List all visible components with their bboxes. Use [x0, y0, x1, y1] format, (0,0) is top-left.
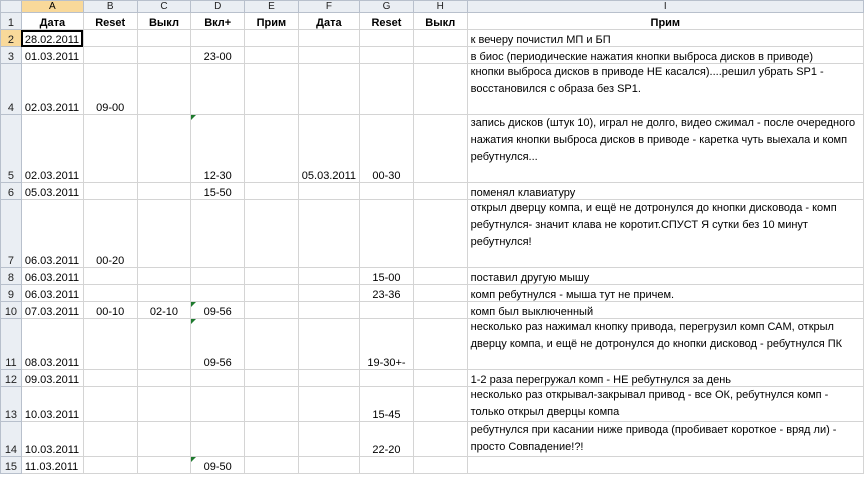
cell-note[interactable]	[245, 302, 299, 319]
cell-reset[interactable]: 00-10	[83, 302, 137, 319]
cell-comment[interactable]: к вечеру почистил МП и БП	[467, 30, 863, 47]
cell-off-2[interactable]	[413, 370, 467, 387]
table-row	[1, 200, 864, 268]
cell-off-2[interactable]	[413, 30, 467, 47]
row-header[interactable]: 4	[1, 64, 22, 115]
row-header[interactable]: 9	[1, 285, 22, 302]
column-header-e[interactable]: E	[245, 1, 299, 13]
cell-off-2[interactable]	[413, 319, 467, 370]
cell-note[interactable]	[245, 268, 299, 285]
cell-note[interactable]	[245, 422, 299, 457]
cell-off[interactable]	[137, 370, 191, 387]
cell-comment[interactable]: ребутнулся при касании ниже привода (пробивает короткое - вряд ли) - просто Совпадение!?!	[467, 422, 863, 457]
cell-date-2[interactable]	[298, 268, 359, 285]
cell-note[interactable]	[245, 457, 299, 474]
cell-on[interactable]: 15-50	[191, 183, 245, 200]
cell-reset-2[interactable]	[360, 302, 414, 319]
cell-off-2[interactable]	[413, 302, 467, 319]
cell-comment[interactable]: несколько раз открывал-закрывал привод - все ОК, ребутнулся комп - только открыл дверцы компа	[467, 387, 863, 422]
cell-off-2[interactable]	[413, 285, 467, 302]
table-row	[1, 64, 864, 115]
row-header[interactable]: 2	[1, 30, 22, 47]
cell-off[interactable]	[137, 387, 191, 422]
column-header-b[interactable]: B	[83, 1, 137, 13]
header-cell-note-2[interactable]: Прим	[467, 13, 863, 30]
header-cell-on[interactable]: Вкл+	[191, 13, 245, 30]
table-row	[1, 30, 864, 47]
cell-note[interactable]	[245, 115, 299, 183]
cell-off[interactable]	[137, 319, 191, 370]
cell-off[interactable]	[137, 47, 191, 64]
cell-reset-2[interactable]: 23-36	[360, 285, 414, 302]
cell-off-2[interactable]	[413, 457, 467, 474]
cell-date-2[interactable]	[298, 64, 359, 115]
header-cell-off[interactable]: Выкл	[137, 13, 191, 30]
column-header-a[interactable]: A	[21, 1, 83, 13]
cell-on[interactable]: 09-56	[191, 302, 245, 319]
cell-date-2[interactable]	[298, 387, 359, 422]
cell-reset-2[interactable]: 22-20	[360, 422, 414, 457]
cell-reset[interactable]	[83, 457, 137, 474]
cell-off[interactable]	[137, 183, 191, 200]
cell-date-2[interactable]	[298, 200, 359, 268]
row-header[interactable]: 15	[1, 457, 22, 474]
cell-off-2[interactable]	[413, 422, 467, 457]
cell-date[interactable]: 11.03.2011	[21, 457, 83, 474]
cell-comment[interactable]	[467, 457, 863, 474]
column-header-h[interactable]: H	[413, 1, 467, 13]
cell-date[interactable]: 05.03.2011	[21, 183, 83, 200]
cell-off-2[interactable]	[413, 183, 467, 200]
cell-date-2[interactable]	[298, 30, 359, 47]
column-header-c[interactable]: C	[137, 1, 191, 13]
cell-note[interactable]	[245, 47, 299, 64]
cell-note[interactable]	[245, 183, 299, 200]
cell-off[interactable]	[137, 115, 191, 183]
table-row	[1, 370, 864, 387]
row-header[interactable]: 11	[1, 319, 22, 370]
cell-date-2[interactable]	[298, 302, 359, 319]
cell-note[interactable]	[245, 200, 299, 268]
row-header[interactable]: 3	[1, 47, 22, 64]
cell-date[interactable]: 09.03.2011	[21, 370, 83, 387]
cell-date-2[interactable]	[298, 183, 359, 200]
cell-date-2[interactable]: 05.03.2011	[298, 115, 359, 183]
cell-reset[interactable]	[83, 319, 137, 370]
table-row	[1, 387, 864, 422]
cell-date[interactable]: 02.03.2011	[21, 64, 83, 115]
header-cell-date[interactable]: Дата	[21, 13, 83, 30]
cell-note[interactable]	[245, 370, 299, 387]
cell-comment[interactable]: несколько раз нажимал кнопку привода, перегрузил комп САМ, открыл дверцу компа, и ещё не дотронулся до кнопки дисковод - ребутнулся ПК	[467, 319, 863, 370]
column-header-g[interactable]: G	[360, 1, 414, 13]
cell-reset[interactable]	[83, 387, 137, 422]
cell-reset-2[interactable]: 19-30+-	[360, 319, 414, 370]
cell-reset-2[interactable]	[360, 64, 414, 115]
header-cell-reset[interactable]: Reset	[83, 13, 137, 30]
cell-off[interactable]	[137, 200, 191, 268]
table-row	[1, 47, 864, 64]
cell-on[interactable]: 09-56	[191, 319, 245, 370]
column-header-f[interactable]: F	[298, 1, 359, 13]
cell-date[interactable]: 06.03.2011	[21, 268, 83, 285]
cell-off[interactable]	[137, 30, 191, 47]
cell-note[interactable]	[245, 64, 299, 115]
table-row	[1, 285, 864, 302]
select-all-corner[interactable]	[1, 1, 22, 13]
cell-reset[interactable]	[83, 183, 137, 200]
cell-off-2[interactable]	[413, 200, 467, 268]
table-row	[1, 302, 864, 319]
cell-comment[interactable]: 1-2 раза перегружал комп - НЕ ребутнулся за день	[467, 370, 863, 387]
cell-date-2[interactable]	[298, 422, 359, 457]
cell-off-2[interactable]	[413, 47, 467, 64]
row-header[interactable]: 8	[1, 268, 22, 285]
cell-date[interactable]: 07.03.2011	[21, 302, 83, 319]
cell-reset[interactable]	[83, 30, 137, 47]
cell-reset[interactable]	[83, 285, 137, 302]
cell-reset[interactable]: 00-20	[83, 200, 137, 268]
row-header[interactable]: 14	[1, 422, 22, 457]
column-header-i[interactable]: I	[467, 1, 863, 13]
cell-reset-2[interactable]	[360, 370, 414, 387]
cell-on[interactable]	[191, 30, 245, 47]
table-row	[1, 422, 864, 457]
cell-on[interactable]	[191, 64, 245, 115]
cell-date[interactable]: 01.03.2011	[21, 47, 83, 64]
cell-off[interactable]: 02-10	[137, 302, 191, 319]
cell-reset-2[interactable]	[360, 457, 414, 474]
cell-on[interactable]: 09-50	[191, 457, 245, 474]
table-row	[1, 183, 864, 200]
header-row	[1, 13, 864, 30]
table-row	[1, 457, 864, 474]
cell-reset[interactable]	[83, 370, 137, 387]
cell-reset-2[interactable]: 15-00	[360, 268, 414, 285]
cell-date-2[interactable]	[298, 319, 359, 370]
cell-date[interactable]: 06.03.2011	[21, 200, 83, 268]
cell-note[interactable]	[245, 319, 299, 370]
table-row	[1, 268, 864, 285]
row-header[interactable]: 5	[1, 115, 22, 183]
cell-on[interactable]	[191, 422, 245, 457]
cell-date[interactable]: 08.03.2011	[21, 319, 83, 370]
cell-comment[interactable]: комп был выключенный	[467, 302, 863, 319]
cell-off[interactable]	[137, 457, 191, 474]
cell-comment[interactable]: поменял клавиатуру	[467, 183, 863, 200]
cell-date-2[interactable]	[298, 285, 359, 302]
cell-reset-2[interactable]	[360, 183, 414, 200]
cell-on[interactable]: 23-00	[191, 47, 245, 64]
cell-comment[interactable]: поставил другую мышу	[467, 268, 863, 285]
cell-comment[interactable]: в биос (периодические нажатия кнопки выброса дисков в приводе)	[467, 47, 863, 64]
header-cell-off-2[interactable]: Выкл	[413, 13, 467, 30]
cell-reset-2[interactable]	[360, 200, 414, 268]
cell-reset[interactable]: 09-00	[83, 64, 137, 115]
cell-on[interactable]	[191, 285, 245, 302]
cell-note[interactable]	[245, 285, 299, 302]
cell-reset-2[interactable]: 00-30	[360, 115, 414, 183]
cell-reset-2[interactable]: 15-45	[360, 387, 414, 422]
cell-off[interactable]	[137, 268, 191, 285]
cell-on[interactable]	[191, 370, 245, 387]
table-row	[1, 319, 864, 370]
cell-off-2[interactable]	[413, 387, 467, 422]
header-cell-date-2[interactable]: Дата	[298, 13, 359, 30]
row-header[interactable]: 10	[1, 302, 22, 319]
cell-reset-2[interactable]	[360, 47, 414, 64]
cell-note[interactable]	[245, 30, 299, 47]
header-cell-note[interactable]: Прим	[245, 13, 299, 30]
cell-off-2[interactable]	[413, 64, 467, 115]
row-header[interactable]: 13	[1, 387, 22, 422]
cell-comment[interactable]: кнопки выброса дисков в приводе НЕ касался)....решил убрать SP1 - восстановился с образа без SP1.	[467, 64, 863, 115]
cell-reset-2[interactable]	[360, 30, 414, 47]
row-header[interactable]: 12	[1, 370, 22, 387]
cell-reset[interactable]	[83, 268, 137, 285]
row-header-1[interactable]: 1	[1, 13, 22, 30]
column-header-d[interactable]: D	[191, 1, 245, 13]
cell-date[interactable]: 10.03.2011	[21, 387, 83, 422]
cell-off-2[interactable]	[413, 268, 467, 285]
cell-off[interactable]	[137, 422, 191, 457]
cell-on[interactable]	[191, 387, 245, 422]
column-header-row	[1, 1, 864, 13]
cell-off[interactable]	[137, 64, 191, 115]
cell-comment[interactable]: комп ребутнулся - мыша тут не причем.	[467, 285, 863, 302]
cell-date[interactable]: 10.03.2011	[21, 422, 83, 457]
row-header[interactable]: 6	[1, 183, 22, 200]
cell-date[interactable]: 02.03.2011	[21, 115, 83, 183]
cell-on[interactable]	[191, 268, 245, 285]
cell-reset[interactable]	[83, 115, 137, 183]
table-row	[1, 115, 864, 183]
cell-comment[interactable]: запись дисков (штук 10), играл не долго, видео сжимал - после очередного нажатия кнопки выброса дисков в приводе - каретка чуть выехала и комп ребутнулся...	[467, 115, 863, 183]
header-cell-reset-2[interactable]: Reset	[360, 13, 414, 30]
cell-on[interactable]: 12-30	[191, 115, 245, 183]
cell-on[interactable]	[191, 200, 245, 268]
cell-note[interactable]	[245, 387, 299, 422]
cell-reset[interactable]	[83, 47, 137, 64]
cell-date[interactable]: 28.02.2011	[21, 30, 83, 47]
cell-off[interactable]	[137, 285, 191, 302]
cell-reset[interactable]	[83, 422, 137, 457]
cell-date-2[interactable]	[298, 47, 359, 64]
cell-date[interactable]: 06.03.2011	[21, 285, 83, 302]
cell-off-2[interactable]	[413, 115, 467, 183]
cell-comment[interactable]: открыл дверцу компа, и ещё не дотронулся до кнопки дисковода - комп ребутнулся- значит клава не коротит.СПУСТ Я сутки без 10 минут ребутнулся!	[467, 200, 863, 268]
cell-date-2[interactable]	[298, 457, 359, 474]
cell-date-2[interactable]	[298, 370, 359, 387]
row-header[interactable]: 7	[1, 200, 22, 268]
